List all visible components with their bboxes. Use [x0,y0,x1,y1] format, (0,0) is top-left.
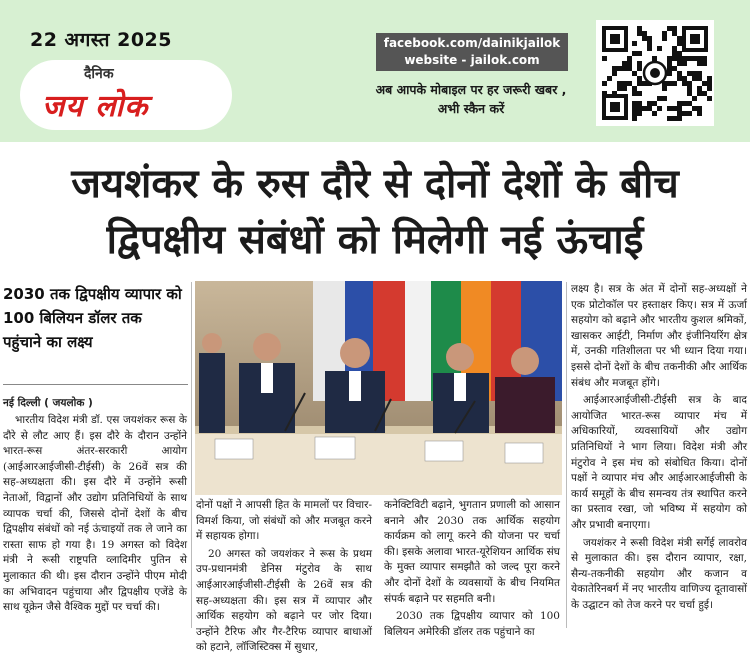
website-link[interactable]: website - jailok.com [404,53,540,67]
divider [3,384,188,385]
logo-main-text: जय लोक [42,89,149,124]
paragraph: आईआरआईजीसी-टीईसी सत्र के बाद आयोजित भारत-रूस व्यापार मंच में अधिकारियों, व्यवसायियों और उद्योग प्रतिनिधियों ने भाग लिया। विदेश मंत्री और मंटुरोव ने इस मंच को संबोधित किया। दोनों पक्षों ने व्यापार मंच और आईआरआईजीसी के कार्य समूहों के बीच समन्वय तंत्र स्थापित करने का प्रस्ताव रखा, जो भविष्य में सहयोग को और प्रभावी बनाएगा। [571,394,747,531]
logo-small-text: दैनिक [84,66,114,82]
social-box [376,33,568,71]
article-column-4 [571,282,747,615]
masthead [0,0,750,142]
column-divider [191,282,192,628]
headline [0,156,750,268]
facebook-link[interactable]: facebook.com/dainikjailok [383,36,561,50]
subheading: 2030 तक द्विपक्षीय व्यापार को 100 बिलियन डॉलर तक पहुंचाने का लक्ष्य [3,285,182,351]
issue-date: 22 अगस्त 2025 [30,29,172,51]
paragraph: 2030 तक द्विपक्षीय व्यापार को 100 बिलियन अमेरिकी डॉलर तक पहुंचाने का [384,610,560,638]
paragraph: लक्ष्य है। सत्र के अंत में दोनों सह-अध्यक्षों ने एक प्रोटोकॉल पर हस्ताक्षर किए। सत्र में ऊर्जा सहयोग को बढ़ाने और भारतीय कुशल श्रमिकों, खासकर आईटी, निर्माण और इंजीनियरिंग क्षेत्र में, उनकी गतिशीलता पर भी ध्यान दिया गया। इससे दोनों देशों के बीच तकनीकी और आर्थिक संबंध और मजबूत होंगे। [571,283,747,389]
article-column-1 [3,413,187,618]
news-photo [195,281,562,495]
article-column-2 [196,498,372,658]
article-column-3 [384,498,560,642]
headline-line-2: द्विपक्षीय संबंधों को मिलेगी नई ऊंचाई [106,217,644,263]
scan-tagline: अब आपके मोबाइल पर हर जरूरी खबर , अभी स्कैन करें [375,82,567,116]
paragraph: 20 अगस्त को जयशंकर ने रूस के प्रथम उप-प्रधानमंत्री डेनिस मंटुरोव के साथ आईआरआईजीसी-टीईसी के 26वें सत्र की सह-अध्यक्षता की। इस सत्र में व्यापार और आर्थिक सहयोग को बढ़ाने पर जोर दिया। उन्होंने टैरिफ और गैर-टैरिफ व्यापार बाधाओं को हटाने, लॉजिस्टिक्स में सुधार, [196,547,372,654]
column-divider [566,282,567,628]
paragraph: कनेक्टिविटी बढ़ाने, भुगतान प्रणाली को आसान बनाने और 2030 तक आर्थिक सहयोग कार्यक्रम को लागू करने की योजना पर चर्चा की। इसके अलावा भारत-यूरेशियन आर्थिक संघ के मुक्त व्यापार समझौते को जल्द पूरा करने और दोनों देशों के व्यवसायों के बीच नियमित संपर्क बढ़ाने पर सहमति बनी। [384,499,560,605]
dateline: नई दिल्ली ( जयलोक ) [3,397,93,409]
headline-line-1: जयशंकर के रुस दौरे से दोनों देशों के बीच [71,161,679,207]
paragraph: दोनों पक्षों ने आपसी हित के मामलों पर विचार-विमर्श किया, जो संबंधों को और मजबूत करने में सहायक होगा। [196,499,372,543]
qr-code-icon[interactable] [596,20,714,126]
logo [20,60,232,130]
paragraph: जयशंकर ने रूसी विदेश मंत्री सर्गेई लावरोव से मुलाकात की। इस दौरान व्यापार, रक्षा, सैन्य-तकनीकी सहयोग और कजान व येकातेरिनबर्ग में नए भारतीय वाणिज्य दूतावासों के उद्घाटन को तेज करने पर चर्चा हुई। [571,536,747,611]
paragraph: भारतीय विदेश मंत्री डॉ. एस जयशंकर रूस के दौरे से लौट आए हैं। इस दौरे के दौरान उन्होंने भारत-रूस अंतर-सरकारी आयोग (आईआरआईजीसी-टीईसी) के 26वें सत्र की सह-अध्यक्षता की। इस दौरे में उन्होंने रूसी नेताओं, विद्वानों और उद्योग प्रतिनिधियों के साथ व्यापक चर्चा की, जिससे दोनों देशों के बीच द्विपक्षीय संबंधों को नई ऊंचाइयों तक ले जाने का रास्ता साफ हो गया है। 19 अगस्त को विदेश मंत्री ने रूसी राष्ट्रपति व्लादिमीर पुतिन से मुलाकात की थी। इस दौरान उन्होंने पीएम मोदी का अभिवादन पहुंचाया और द्विपक्षीय एजेंडे के साथ यूक्रेन जैसे वैश्विक मुद्दों पर चर्चा की। [3,414,187,614]
